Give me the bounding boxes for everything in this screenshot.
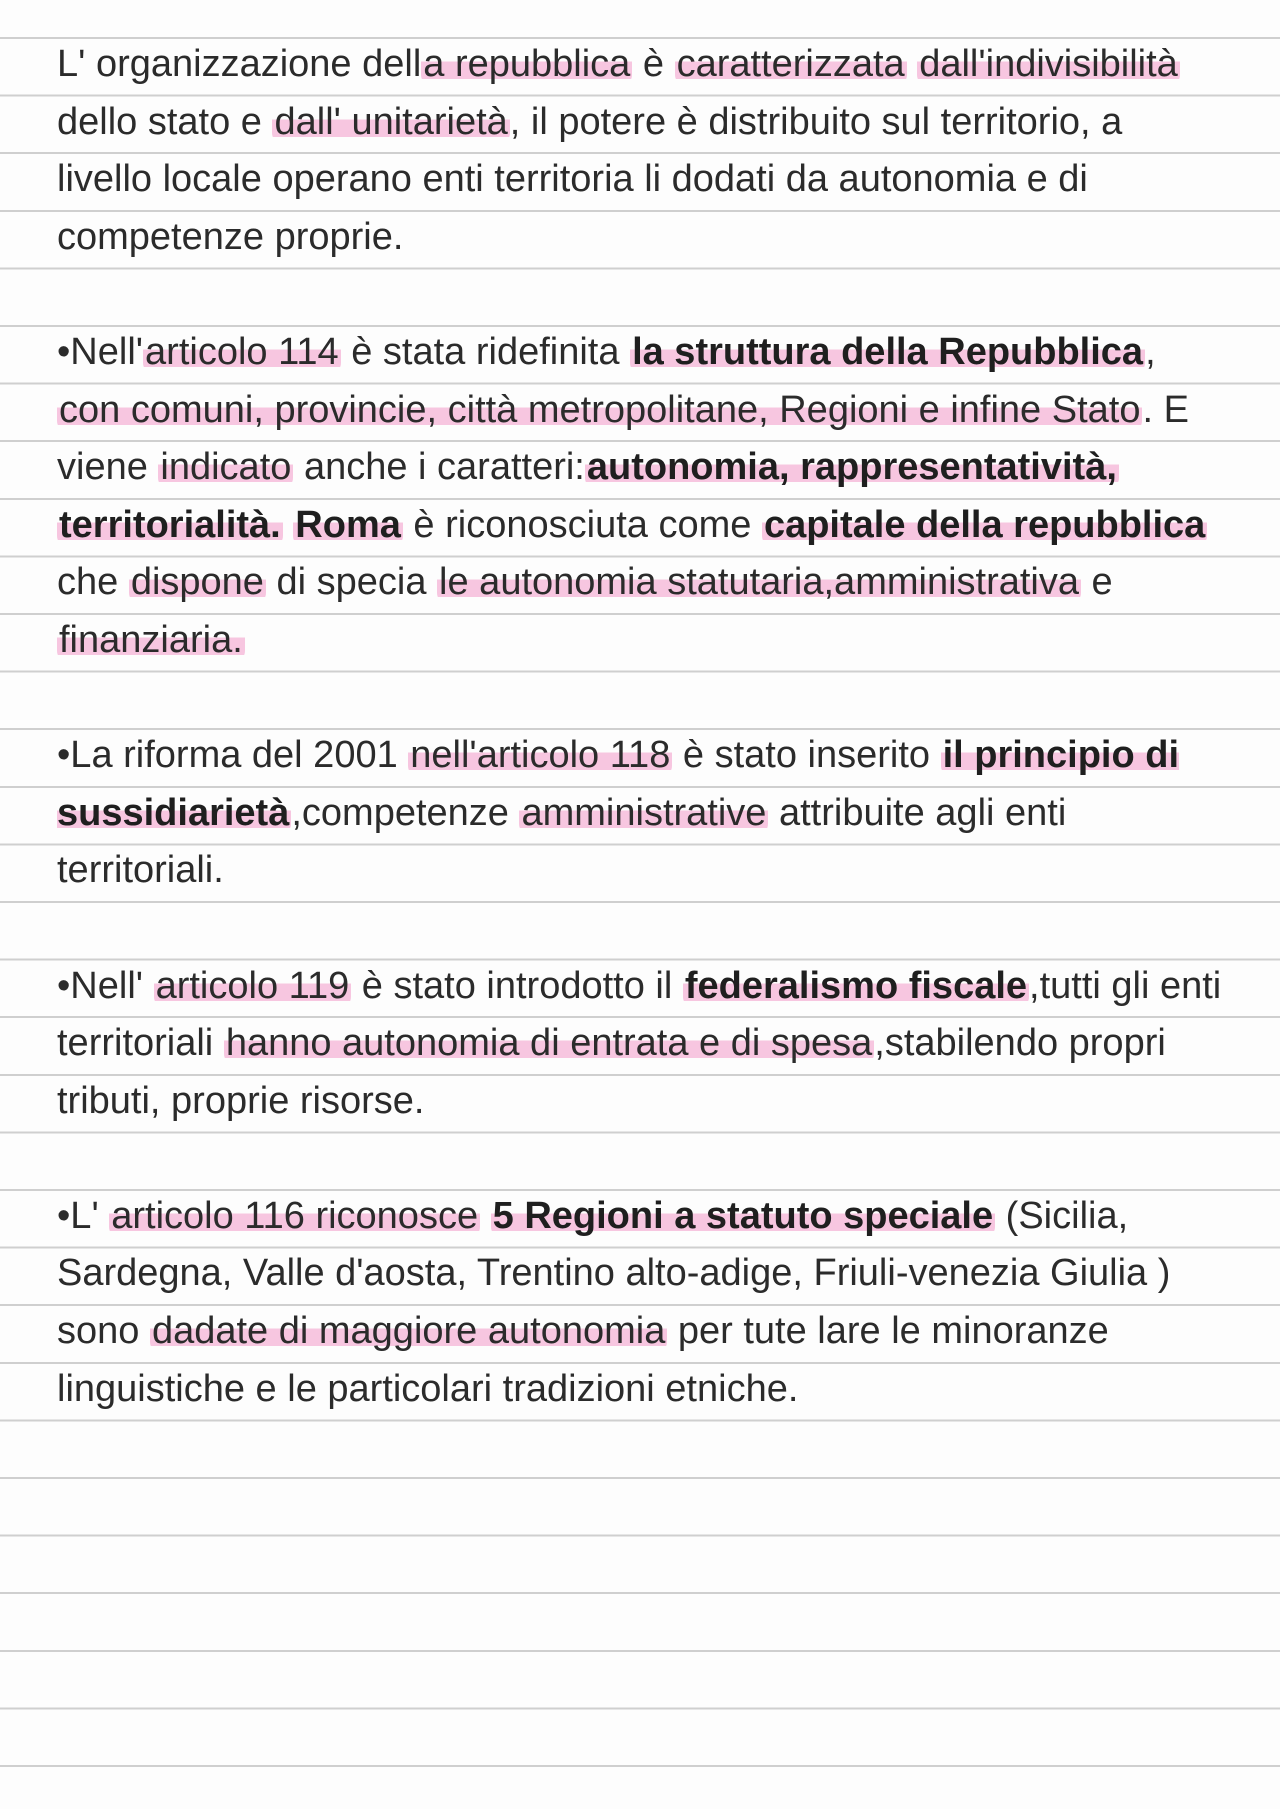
paragraph-intro: [57, 36, 1227, 266]
highlighted-text: con comuni, provincie, città metropolitane, Regioni e infine Stato: [59, 388, 1141, 431]
text-segment: •Nell': [57, 964, 154, 1007]
bold-text: autonomia, rappresentatività,: [586, 446, 1117, 489]
highlighted-text: [762, 504, 1207, 546]
highlighted-text: [57, 504, 283, 546]
highlighted-text: [585, 446, 1119, 488]
highlighted-text: articolo 114: [145, 330, 339, 373]
highlighted-text: finanziaria.: [59, 618, 243, 661]
highlighted-text: caratterizzata: [676, 43, 905, 85]
highlighted-text: articolo 119: [155, 964, 350, 1007]
highlighted-text: dall' unitarietà: [274, 100, 508, 143]
text-segment: •L': [57, 1194, 110, 1237]
text-segment: è stato introdotto il: [351, 964, 683, 1007]
text-segment: ,competenze: [291, 791, 520, 834]
highlighted-text: hanno autonomia di entrata e di spesa: [225, 1022, 873, 1065]
text-segment: e: [1081, 561, 1113, 604]
paragraph-articolo-119: [57, 958, 1227, 1131]
text-segment: è stato inserito: [672, 734, 941, 777]
highlighted-text: dadate di maggiore autonomia: [151, 1310, 666, 1353]
highlighted-text: [683, 965, 1029, 1007]
text-segment: ,: [1145, 330, 1156, 373]
highlighted-text: [491, 1195, 995, 1237]
bold-text: il principio di sussidiarietà: [57, 734, 1180, 834]
text-segment: [283, 504, 294, 546]
text-segment: [480, 1195, 491, 1237]
text-segment: L' organizzazione dell: [57, 43, 422, 85]
text-segment: attribuite agli enti territoriali.: [57, 791, 1067, 892]
highlighted-text: dispone: [130, 561, 264, 604]
text-segment: [907, 43, 918, 85]
text-segment: per tute lare le minoranze linguistiche e le particolari tradizioni etniche.: [57, 1310, 1109, 1410]
text-segment: è riconosciuta come: [402, 503, 762, 546]
text-segment: •Nell': [57, 330, 144, 373]
text-segment: •La riforma del 2001: [57, 734, 409, 777]
paragraph-articolo-114: [57, 324, 1227, 670]
highlighted-text: le autonomia statutaria,amministrativa: [439, 561, 1079, 604]
highlighted-text: indicato: [160, 446, 292, 489]
text-segment: , il potere è distribuito sul territorio, a livello locale operano enti territoria li dodati da autonomia e di competenze proprie.: [57, 100, 1123, 258]
text-segment: (Sicilia, Sardegna, Valle d'aosta, Trentino alto-adige, Friuli-venezia Giulia ) sono: [57, 1194, 1171, 1353]
text-segment: è stata ridefinita: [340, 330, 631, 373]
highlighted-text: articolo 116 riconosce: [111, 1194, 479, 1237]
text-segment: è: [632, 43, 675, 85]
highlighted-text: a repubblica: [423, 43, 631, 85]
highlighted-text: [293, 504, 403, 546]
highlighted-text: amministrative: [521, 791, 767, 834]
bold-text: Roma: [295, 503, 401, 546]
text-segment: che: [57, 561, 129, 604]
bold-text: 5 Regioni a statuto speciale: [492, 1194, 994, 1237]
text-segment: ,stabilendo propri tributi, proprie risorse.: [57, 1022, 1166, 1122]
paragraph-articolo-118: [57, 727, 1227, 900]
bold-text: federalismo fiscale: [684, 964, 1028, 1007]
text-segment: ,tutti gli enti territoriali: [57, 964, 1222, 1065]
text-segment: di specia: [265, 561, 438, 604]
text-segment: dello stato e: [57, 100, 273, 143]
highlighted-text: dall'indivisibilità: [919, 43, 1178, 85]
highlighted-text: nell'articolo 118: [410, 734, 671, 777]
text-segment: anche i caratteri:: [293, 446, 585, 489]
notes-page: [57, 36, 1227, 1476]
highlighted-text: [630, 331, 1145, 373]
bold-text: la struttura della Repubblica: [632, 330, 1144, 373]
paragraph-articolo-116: [57, 1188, 1227, 1418]
bold-text: capitale della repubblica: [763, 503, 1206, 546]
text-segment: . E viene: [57, 388, 1189, 489]
bold-text: territorialità.: [59, 503, 281, 546]
